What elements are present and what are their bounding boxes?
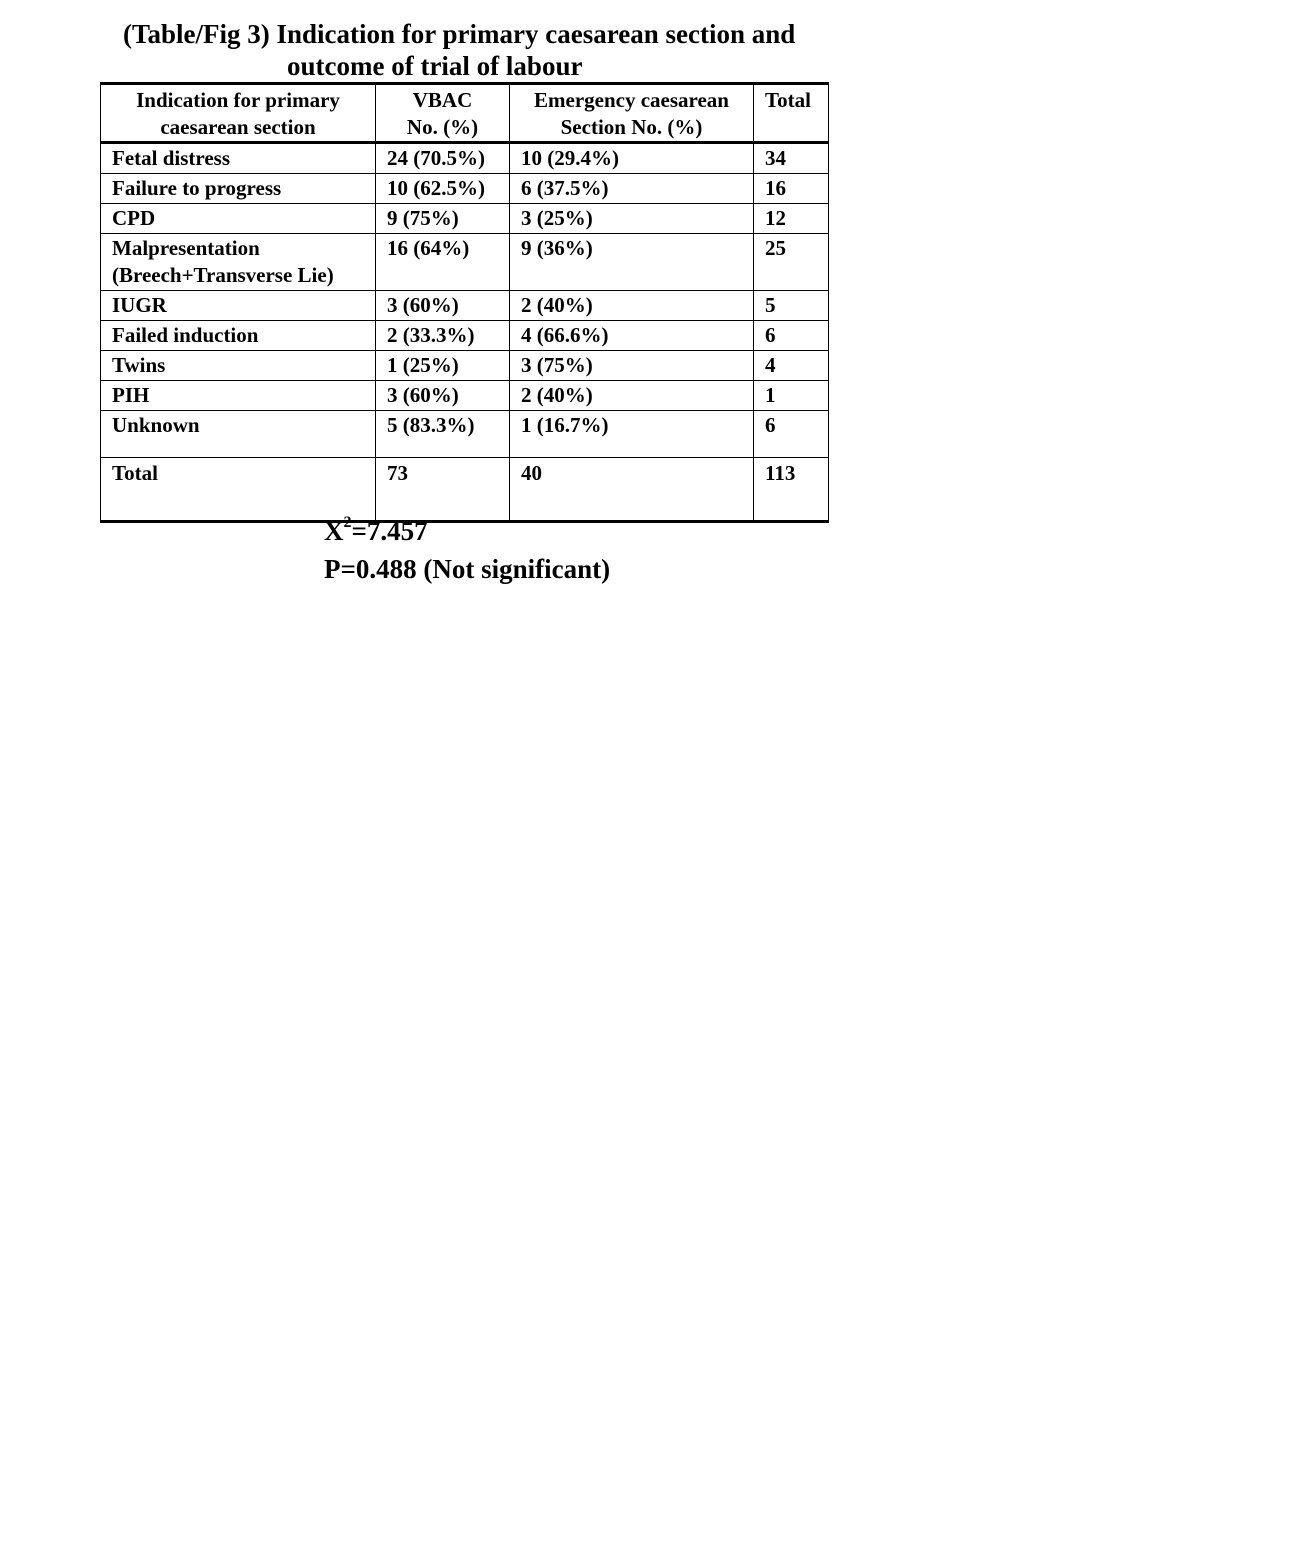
header-indication-line-2: caesarean section [160,115,316,139]
header-indication [101,84,376,143]
cell-indication: PIH [101,381,376,411]
table-row [101,291,829,321]
cell-indication: Unknown [101,411,376,458]
cell-indication [101,234,376,291]
chi-square-prefix: X [324,516,344,546]
cell-total: 6 [754,411,829,458]
cell-emergency: 4 (66.6%) [510,321,754,351]
chi-square-value: =7.457 [351,516,428,546]
cell-indication: Failure to progress [101,174,376,204]
cell-vbac: 2 (33.3%) [376,321,510,351]
total-label: Total [101,458,376,522]
cell-emergency: 10 (29.4%) [510,143,754,174]
table-header-row [101,84,829,143]
cell-vbac: 16 (64%) [376,234,510,291]
header-vbac-line-1: VBAC [412,88,473,112]
header-vbac-line-2: No. (%) [406,115,479,139]
cell-emergency: 1 (16.7%) [510,411,754,458]
cell-emergency: 3 (25%) [510,204,754,234]
header-emergency-line-1: Emergency caesarean [534,88,729,112]
cell-indication: IUGR [101,291,376,321]
cell-vbac: 9 (75%) [376,204,510,234]
header-total [754,84,829,143]
indication-outcome-table [100,82,829,523]
cell-indication: Twins [101,351,376,381]
table-row [101,143,829,174]
cell-indication-line-1: Malpresentation [112,236,260,260]
table-row [101,321,829,351]
cell-total: 25 [754,234,829,291]
table-title [100,18,840,82]
cell-indication: Failed induction [101,321,376,351]
table-row [101,411,829,458]
table-row [101,204,829,234]
table-total-row [101,458,829,522]
table-row [101,174,829,204]
total-emergency: 40 [510,458,754,522]
cell-indication: Fetal distress [101,143,376,174]
cell-vbac: 3 (60%) [376,291,510,321]
cell-total: 6 [754,321,829,351]
p-value-statistic: P=0.488 (Not significant) [324,554,611,584]
total-overall: 113 [754,458,829,522]
cell-emergency: 3 (75%) [510,351,754,381]
cell-total: 12 [754,204,829,234]
cell-total: 34 [754,143,829,174]
header-emergency-line-2: Section No. (%) [560,115,703,139]
cell-vbac: 5 (83.3%) [376,411,510,458]
chi-square-statistic [324,516,428,547]
header-total-line-1: Total [765,88,811,112]
cell-emergency: 6 (37.5%) [510,174,754,204]
table-row [101,381,829,411]
cell-total: 4 [754,351,829,381]
header-emergency [510,84,754,143]
total-vbac: 73 [376,458,510,522]
table-title-line-2: outcome of trial of labour [287,51,583,81]
header-indication-line-1: Indication for primary [136,88,340,112]
cell-emergency: 2 (40%) [510,291,754,321]
cell-emergency: 9 (36%) [510,234,754,291]
cell-indication: CPD [101,204,376,234]
cell-total: 5 [754,291,829,321]
cell-vbac: 10 (62.5%) [376,174,510,204]
cell-vbac: 3 (60%) [376,381,510,411]
header-vbac [376,84,510,143]
cell-indication-line-2: (Breech+Transverse Lie) [112,263,334,287]
table-title-line-1: (Table/Fig 3) Indication for primary caesarean section and [123,19,796,49]
chi-square-superscript: 2 [343,514,352,531]
table-row [101,351,829,381]
cell-total: 16 [754,174,829,204]
cell-vbac: 24 (70.5%) [376,143,510,174]
cell-emergency: 2 (40%) [510,381,754,411]
table-row [101,234,829,291]
cell-total: 1 [754,381,829,411]
cell-vbac: 1 (25%) [376,351,510,381]
